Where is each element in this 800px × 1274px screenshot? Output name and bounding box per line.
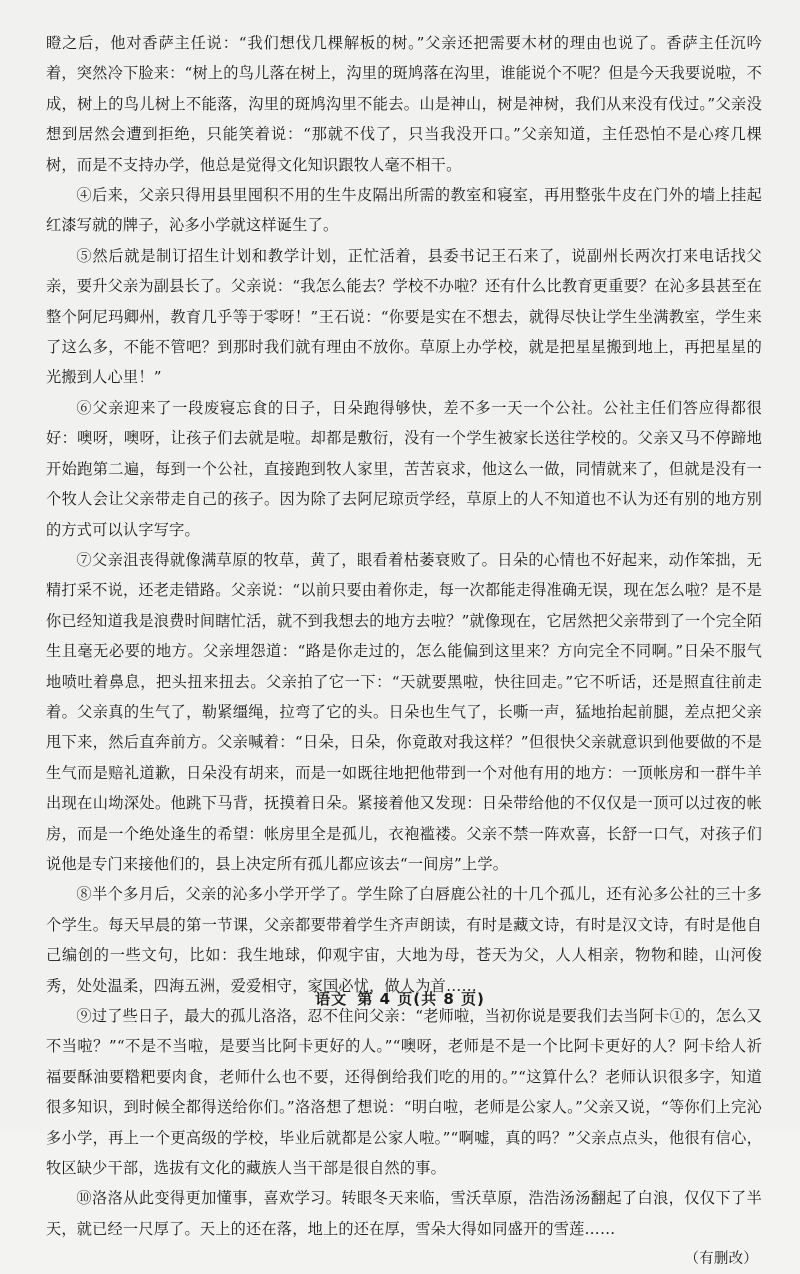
paragraph-9: ⑨过了些日子，最大的孤儿洛洛，忍不住问父亲：“老师啦，当初你说是要我们去当阿卡①的，怎么又不当啦？”“不是不当啦，是要当比阿卡更好的人。”“噢呀，老师是不是一个比阿卡更好的人？阿卡给人祈福要酥油要糌粑要肉食，老师什么也不要，还得倒给我们吃的用的。”“这算什么？老师认识很多字，知道很多知识，到时候全都得送给你们。”洛洛想了想说：“明白啦，老师是公家人。”父亲又说，“等你们上完沁多小学，再上一个更高级的学校，毕业后就都是公家人啦。”“啊嘘，真的吗？”父亲点点头，他很有信心，牧区缺少干部，选拔有文化的藏族人当干部是很自然的事。 bbox=[46, 1007, 762, 1178]
paragraph-continued: 瞪之后，他对香萨主任说：“我们想伐几棵解板的树。”父亲还把需要木材的理由也说了。香萨主任沉吟着，突然冷下脸来：“树上的鸟儿落在树上，沟里的斑鸠落在沟里，谁能说个不呢？但是今天我要说啦，不成，树上的鸟儿树上不能落，沟里的斑鸠沟里不能去。山是神山，树是神树，我们从来没有伐过。”父亲没想到居然会遭到拒绝，只能笑着说：“那就不伐了，只当我没开口。”父亲知道，主任恐怕不是心疼几棵树，而是不支持办学，他总是觉得文化知识跟牧人毫不相干。 bbox=[46, 34, 762, 174]
paragraph-4: ④后来，父亲只得用县里囤积不用的生牛皮隔出所需的教室和寝室，再用整张牛皮在门外的墙上挂起红漆写就的牌子，沁多小学就这样诞生了。 bbox=[46, 186, 762, 235]
paragraph-8: ⑧半个多月后，父亲的沁多小学开学了。学生除了白唇鹿公社的十几个孤儿，还有沁多公社的三十多个学生。每天早晨的第一节课，父亲都要带着学生齐声朗读，有时是藏文诗，有时是汉文诗，有时是他自己编创的一些文句，比如：我生地球，仰观宇宙，大地为母，苍天为父，人人相亲，物物和睦，山河俊秀，处处温柔，四海五洲，爱爱相守，家国必忧，做人为首…… bbox=[46, 885, 762, 995]
paragraph-6: ⑥父亲迎来了一段废寝忘食的日子，日朵跑得够快，差不多一天一个公社。公社主任们答应得都很好：噢呀，噢呀，让孩子们去就是啦。却都是敷衍，没有一个学生被家长送往学校的。父亲又马不停蹄地开始跑第二遍，每到一个公社，直接跑到牧人家里，苦苦哀求，他这么一做，同情就来了，但就是没有一个牧人会让父亲带走自己的孩子。因为除了去阿尼琼贡学经，草原上的人不知道也不认为还有别的地方别的方式可以认字写字。 bbox=[46, 398, 762, 539]
page-footer bbox=[0, 988, 800, 1009]
subject-label: 语文 bbox=[315, 990, 348, 1008]
paragraph-7: ⑦父亲沮丧得就像满草原的牧草，黄了，眼看着枯萎衰败了。日朵的心情也不好起来，动作笨拙，无精打采不说，还老走错路。父亲说：“以前只要由着你走，每一次都能走得准确无误，现在怎么啦？是不是你已经知道我是浪费时间瞎忙活，就不到我想去的地方去啦？”就像现在，它居然把父亲带到了一个完全陌生且毫无必要的地方。父亲埋怨道：“路是你走过的，怎么能偏到这里来？方向完全不同啊。”日朵不服气地喷吐着鼻息，把头扭来扭去。父亲拍了它一下：“天就要黑啦，快往回走。”它不听话，还是照直往前走着。父亲真的生气了，勒紧缰绳，拉弯了它的头。日朵也生气了，长嘶一声，猛地抬起前腿，差点把父亲甩下来，然后直奔前方。父亲喊着：“日朵，日朵，你竟敢对我这样？”但很快父亲就意识到他要做的不是生气而是赔礼道歉，日朵没有胡来，而是一如既往地把他带到一个对他有用的地方：一顶帐房和一群牛羊出现在山坳深处。他跳下马背，抚摸着日朵。紧接着他又发现：日朵带给他的不仅仅是一顶可以过夜的帐房，而是一个绝处逢生的希望：帐房里全是孤儿，衣袍褴褛。父亲不禁一阵欢喜，长舒一口气，对孩子们说他是专门来接他们的，县上决定所有孤儿都应该去“一间房”上学。 bbox=[46, 550, 762, 873]
reading-passage bbox=[46, 28, 762, 1274]
paragraph-5: ⑤然后就是制订招生计划和教学计划，正忙活着，县委书记王石来了，说副州长两次打来电话找父亲，要升父亲为副县长了。父亲说：“我怎么能去？学校不办啦？还有什么比教育更重要？在沁多县甚至在整个阿尼玛卿州，教育几乎等于零呀！”王石说：“你要是实在不想去，就得尽快让学生坐满教室，学生来了这么多，不能不管吧？到那时我们就有理由不放你。草原上办学校，就是把星星搬到地上，再把星星的光搬到人心里！” bbox=[46, 246, 762, 387]
paragraph-10: ⑩洛洛从此变得更加懂事，喜欢学习。转眼冬天来临，雪沃草原，浩浩汤汤翻起了白浪，仅仅下了半天，就已经一尺厚了。天上的还在落，地上的还在厚，雪朵大得如同盛开的雪莲…… bbox=[46, 1189, 762, 1238]
abridged-note: （有删改） bbox=[684, 1251, 758, 1268]
page-number: 第 4 页(共 8 页) bbox=[357, 990, 485, 1008]
